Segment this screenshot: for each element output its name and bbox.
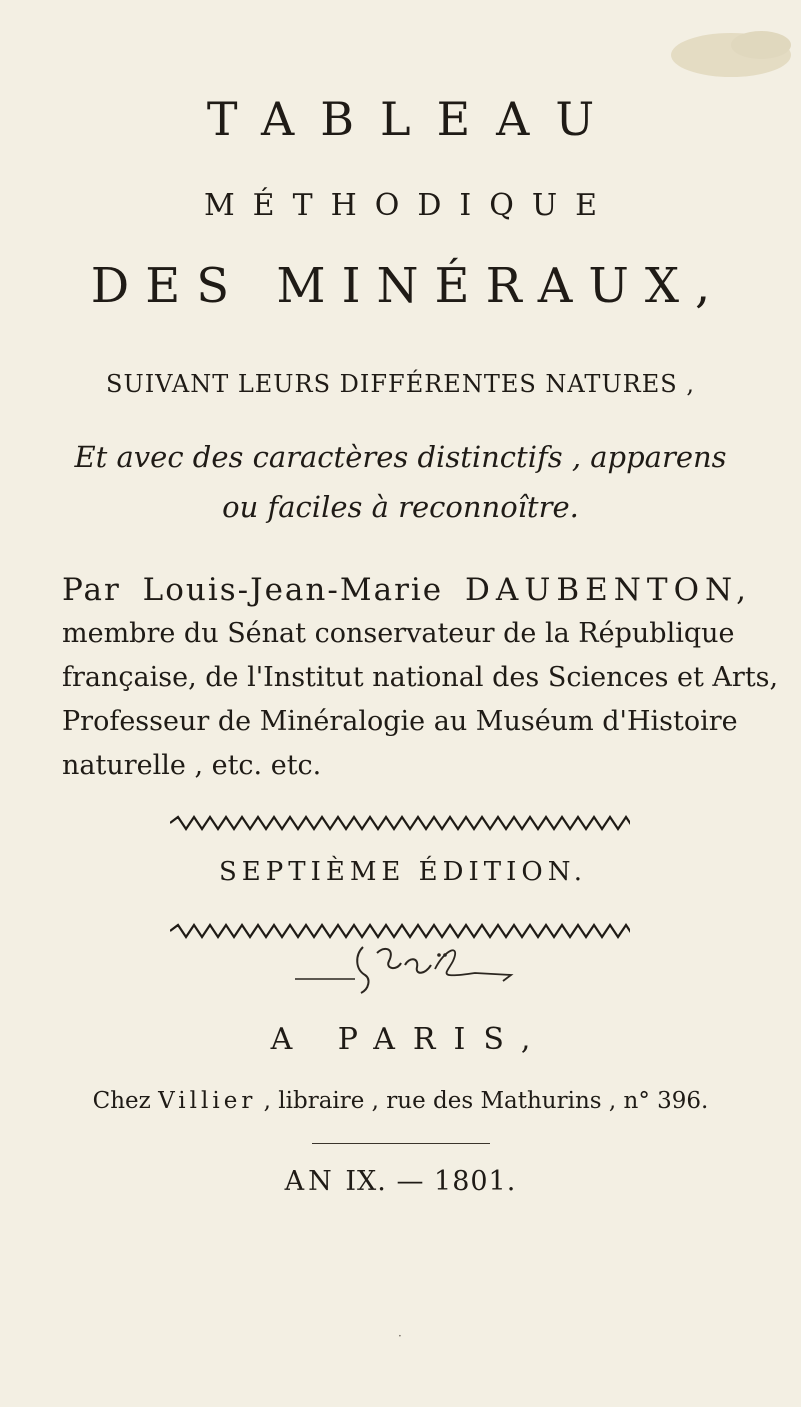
printer-mark: ·: [398, 1329, 402, 1343]
publisher-address: , libraire , rue des Mathurins , n° 396.: [263, 1088, 709, 1114]
date-year: IX. — 1801.: [345, 1166, 517, 1197]
author-credentials-line5: naturelle , etc. etc.: [62, 750, 322, 781]
imprint-rule: [312, 1143, 490, 1144]
imprint-publisher: [0, 1088, 801, 1114]
imprint-city: A PARIS,: [270, 1022, 549, 1057]
author-credentials-line4: Professeur de Minéralogie au Muséum d'Histoire: [62, 706, 738, 737]
paper-stain: [651, 20, 801, 90]
author-credentials-line3: française, de l'Institut national des Sciences et Arts,: [62, 662, 779, 693]
title-line-mineraux: DES MINÉRAUX,: [90, 258, 727, 314]
date-an: AN: [284, 1166, 336, 1197]
italic-subtitle-line1: Et avec des caractères distinctifs , apparens: [74, 440, 727, 474]
author-surname: DAUBENTON,: [465, 572, 753, 608]
author-block: [62, 568, 779, 788]
author-credentials-line2: membre du Sénat conservateur de la République: [62, 618, 735, 649]
publisher-name: Villier: [158, 1088, 257, 1114]
imprint-date: [0, 1166, 801, 1197]
subtitle: SUIVANT LEURS DIFFÉRENTES NATURES ,: [106, 370, 695, 398]
author-given-names: Louis-Jean-Marie: [142, 572, 444, 608]
title-line-tableau: TABLEAU: [206, 92, 621, 146]
author-line: [62, 568, 752, 612]
title-line-methodique: MÉTHODIQUE: [203, 188, 616, 223]
edition-statement: SEPTIÈME ÉDITION.: [218, 857, 588, 887]
ornament-rule-top: [170, 812, 630, 834]
publisher-prefix: Chez: [92, 1088, 151, 1114]
italic-subtitle-line2: ou faciles à reconnoître.: [222, 490, 579, 524]
handwritten-signature: [285, 935, 525, 997]
author-par: Par: [62, 572, 121, 608]
